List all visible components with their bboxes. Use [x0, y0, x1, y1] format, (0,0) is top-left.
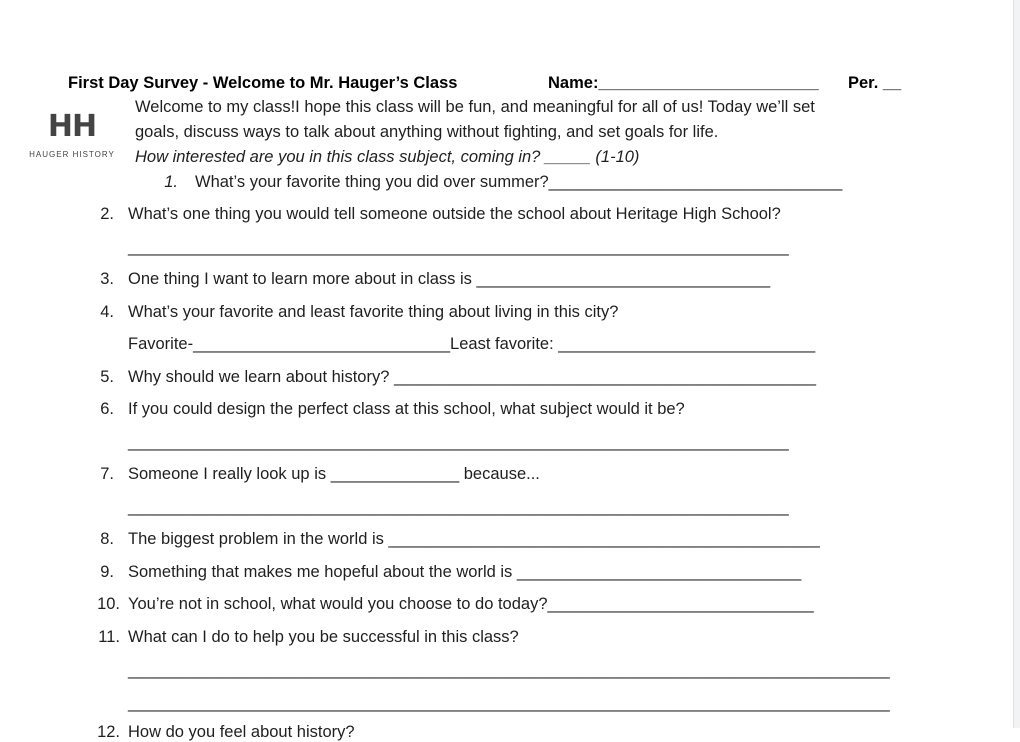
answer-line: ________________________________________________________________________ [128, 498, 789, 516]
question-4: What’s your favorite and least favorite thing about living in this city? [128, 303, 619, 321]
period-field: Per. __ [848, 74, 902, 92]
intro-line-1: Welcome to my class!I hope this class will be fun, and meaningful for all of us! Today we’ll set [135, 98, 815, 116]
question-7: Someone I really look up is ______________ because... [128, 465, 540, 483]
question-number: 9. [100, 563, 114, 581]
name-field: Name:________________________ [548, 74, 819, 92]
question-1: What’s your favorite thing you did over summer?________________________________ [195, 173, 843, 191]
question-number: 5. [100, 368, 114, 386]
interest-question: How interested are you in this class subject, coming in? _____ (1-10) [135, 148, 640, 166]
question-8: The biggest problem in the world is _______________________________________________ [128, 530, 820, 548]
question-number: 10. [97, 595, 120, 613]
question-number: 12. [97, 723, 120, 741]
question-3: One thing I want to learn more about in class is ________________________________ [128, 270, 771, 288]
question-number: 2. [100, 205, 114, 223]
question-number: 6. [100, 400, 114, 418]
favorite-line: Favorite-____________________________Least favorite: ____________________________ [128, 335, 816, 353]
logo-text: HAUGER HISTORY [29, 150, 115, 159]
question-9: Something that makes me hopeful about the world is _______________________________ [128, 563, 802, 581]
question-11: What can I do to help you be successful in this class? [128, 628, 519, 646]
question-2: What’s one thing you would tell someone outside the school about Heritage High School? [128, 205, 781, 223]
scrollbar-track[interactable] [1013, 0, 1020, 728]
answer-line: ___________________________________________________________________________________ [128, 661, 890, 679]
answer-line: ________________________________________________________________________ [128, 433, 789, 451]
question-5: Why should we learn about history? ______________________________________________ [128, 368, 817, 386]
question-12: How do you feel about history? [128, 723, 355, 741]
question-number: 3. [100, 270, 114, 288]
hauger-history-logo [26, 109, 118, 159]
question-number: 11. [98, 628, 120, 646]
logo-mark: HH [47, 109, 97, 144]
survey-title: First Day Survey - Welcome to Mr. Hauger’s Class [68, 74, 458, 92]
question-number: 1. [164, 173, 178, 191]
question-number: 8. [100, 530, 114, 548]
question-number: 7. [100, 465, 114, 483]
question-6: If you could design the perfect class at this school, what subject would it be? [128, 400, 685, 418]
answer-line: ________________________________________________________________________ [128, 238, 789, 256]
intro-line-2: goals, discuss ways to talk about anything without fighting, and set goals for life. [135, 123, 719, 141]
question-number: 4. [100, 303, 114, 321]
question-10: You’re not in school, what would you choose to do today?_____________________________ [128, 595, 814, 613]
answer-line: ___________________________________________________________________________________ [128, 694, 890, 712]
